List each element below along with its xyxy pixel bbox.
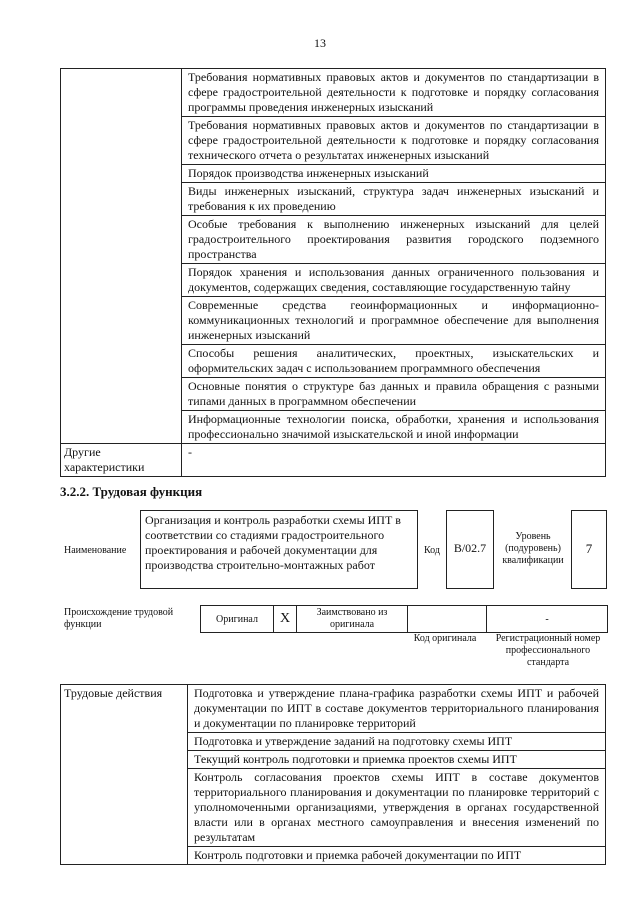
reg-number-caption: Регистрационный номер профессионального стандарта	[495, 633, 601, 668]
table-row: Контроль подготовки и приемка рабочей документации по ИПТ	[188, 847, 606, 865]
function-code-box: В/02.7	[446, 510, 494, 589]
table-row: Основные понятия о структуре баз данных и правила обращения с разными типами данных в программном обеспечении	[182, 378, 606, 411]
origin-reg-number-cell: -	[487, 606, 608, 633]
code-label: Код	[424, 545, 440, 556]
table-row: Способы решения аналитических, проектных, изыскательских и оформительских задач с использованием программного обеспечения	[182, 345, 606, 378]
labor-actions-label: Трудовые действия	[61, 685, 188, 865]
table-row: Требования нормативных правовых актов и документов по стандартизации в сфере градостроительной деятельности к подготовке и порядку согласования технического отчета о результатах инженерных изысканий	[182, 117, 606, 165]
name-label: Наименование	[64, 545, 127, 556]
origin-table	[200, 605, 608, 633]
other-characteristics-value: -	[182, 444, 606, 477]
origin-borrowed-cell: Заимствовано из оригинала	[297, 606, 408, 633]
table-row: Виды инженерных изысканий, структура задач инженерных изысканий и требования к их проведению	[182, 183, 606, 216]
origin-original-cell: Оригинал	[201, 606, 274, 633]
other-characteristics-label: Другие характеристики	[61, 444, 182, 477]
table-row: Особые требования к выполнению инженерных изысканий для целей градостроительного проектирования развития городского подземного пространства	[182, 216, 606, 264]
section-heading: 3.2.2. Трудовая функция	[60, 484, 203, 499]
table-row: Порядок производства инженерных изысканий	[182, 165, 606, 183]
qualification-level-label: Уровень (подуровень) квалификации	[502, 531, 564, 566]
origin-label: Происхождение трудовой функции	[64, 607, 174, 630]
code-original-caption: Код оригинала	[413, 633, 477, 644]
table-row: Подготовка и утверждение плана-графика разработки схемы ИПТ и рабочей документации по ИПТ в составе документов территориального планирования и документации по планировке территорий	[188, 685, 606, 733]
table-row: Контроль согласования проектов схемы ИПТ в составе документов территориального планирования и документации по планировке территорий с уполномоченными организациями, утверждения в органах государственной власти или в органах местного самоуправления и внесения изменений по результатам	[188, 769, 606, 847]
function-name-box: Организация и контроль разработки схемы ИПТ в соответствии со стадиями градостроительного проектирования и рабочей документации для производства строительно-монтажных работ	[140, 510, 418, 589]
table-row: Подготовка и утверждение заданий на подготовку схемы ИПТ	[188, 733, 606, 751]
origin-code-cell	[408, 606, 487, 633]
qualification-level-box: 7	[571, 510, 607, 589]
table-row: Текущий контроль подготовки и приемка проектов схемы ИПТ	[188, 751, 606, 769]
origin-mark-cell: X	[274, 606, 297, 633]
table-row: Информационные технологии поиска, обработки, хранения и использования профессионально значимой изыскательской и иной информации	[182, 411, 606, 444]
page-number: 13	[314, 36, 326, 50]
table-row: Порядок хранения и использования данных ограниченного пользования и документов, содержащих сведения, составляющие государственную тайну	[182, 264, 606, 297]
table-row: Современные средства геоинформационных и информационно-коммуникационных технологий и программное обеспечение для выполнения инженерных изысканий	[182, 297, 606, 345]
table-row: Требования нормативных правовых актов и документов по стандартизации в сфере градостроительной деятельности к подготовке и порядку согласования программы проведения инженерных изысканий	[182, 69, 606, 117]
labor-actions-table	[60, 684, 606, 865]
table-left-empty-cell	[61, 69, 182, 444]
knowledge-requirements-table	[60, 68, 606, 477]
